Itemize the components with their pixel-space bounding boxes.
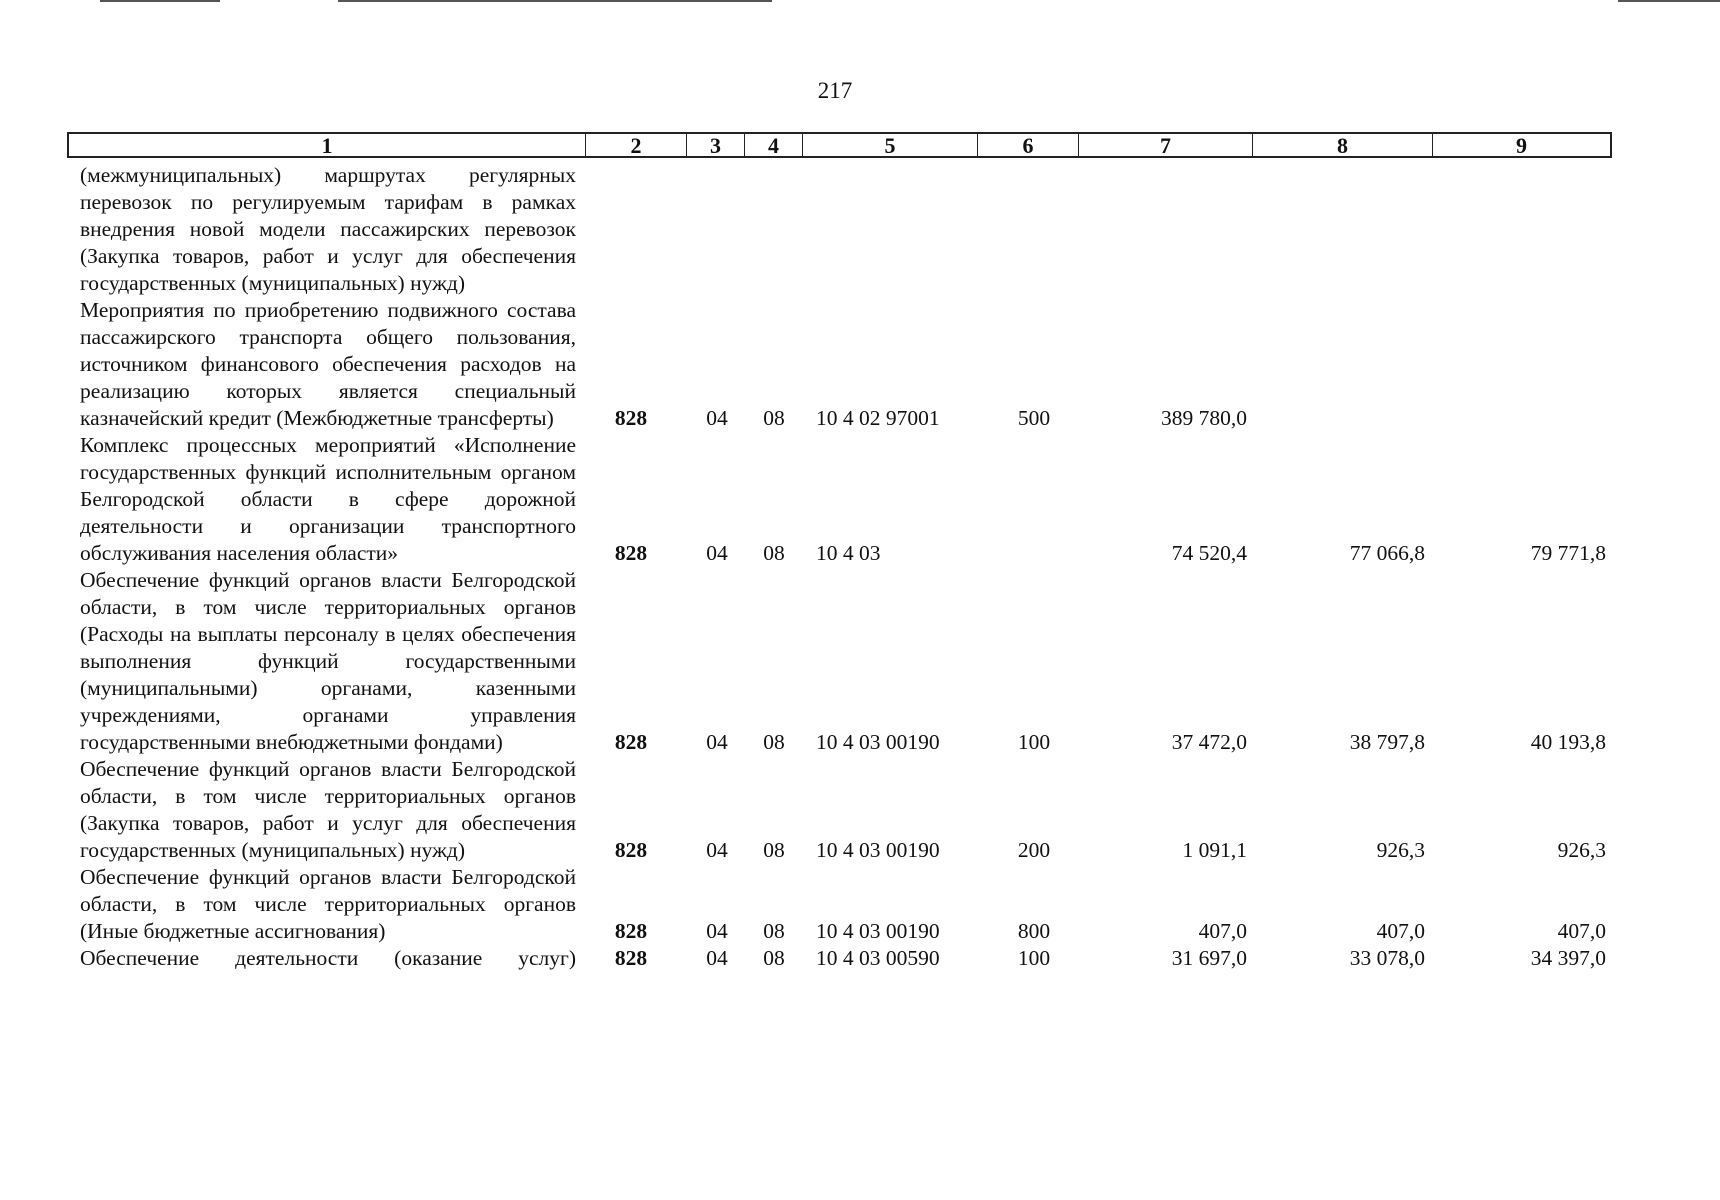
table-header	[67, 132, 1612, 158]
cell-col-8: 38 797,8	[1349, 730, 1425, 754]
cell-col-2: 828	[614, 541, 648, 565]
cell-col-4: 08	[763, 406, 785, 430]
cell-col-7: 389 780,0	[1161, 406, 1247, 430]
header-col-9: 9	[1516, 133, 1527, 158]
cell-col-6: 100	[1017, 730, 1051, 754]
table-body	[0, 162, 1720, 972]
cell-col-2: 828	[614, 919, 648, 943]
cell-col-9: 40 193,8	[1530, 730, 1606, 754]
cell-col-4: 08	[763, 541, 785, 565]
cell-col-5: 10 4 03 00590	[816, 946, 940, 970]
table-row	[0, 432, 1720, 567]
cell-col-2: 828	[614, 946, 648, 970]
cell-col-7: 74 520,4	[1171, 541, 1247, 565]
table-row	[0, 567, 1720, 756]
cell-col-5: 10 4 02 97001	[816, 406, 940, 430]
cell-col-3: 04	[706, 730, 728, 754]
cell-col-7: 31 697,0	[1171, 946, 1247, 970]
cell-col-8: 33 078,0	[1349, 946, 1425, 970]
cell-col-2: 828	[614, 730, 648, 754]
header-col-6: 6	[978, 134, 1079, 158]
cell-col-5: 10 4 03 00190	[816, 919, 940, 943]
cell-col-2: 828	[614, 406, 648, 430]
cell-col-4: 08	[763, 838, 785, 862]
cell-col-4: 08	[763, 730, 785, 754]
cell-col-6: 200	[1017, 838, 1051, 862]
cell-col-5: 10 4 03 00190	[816, 838, 940, 862]
cell-col-6: 100	[1017, 946, 1051, 970]
cell-col-8: 77 066,8	[1349, 541, 1425, 565]
table-row	[0, 756, 1720, 864]
header-col-2: 2	[586, 134, 687, 158]
cell-col-3: 04	[706, 541, 728, 565]
cell-col-9: 926,3	[1557, 838, 1606, 862]
cell-col-9: 79 771,8	[1530, 541, 1606, 565]
cell-col-3: 04	[706, 946, 728, 970]
cell-col-9: 34 397,0	[1530, 946, 1606, 970]
row-description: Обеспечение деятельности (оказание услуг)	[80, 946, 576, 970]
cell-col-5: 10 4 03 00190	[816, 730, 940, 754]
cell-col-3: 04	[706, 919, 728, 943]
header-col-4: 4	[745, 134, 803, 158]
cell-col-8: 407,0	[1376, 919, 1425, 943]
table-row	[0, 864, 1720, 945]
row-description: Обеспечение функций органов власти Белгородской области, в том числе территориальных органов (Иные бюджетные ассигнования)	[80, 865, 576, 943]
cell-col-6: 500	[1017, 406, 1051, 430]
row-description: Обеспечение функций органов власти Белгородской области, в том числе территориальных органов (Закупка товаров, работ и услуг для обеспечения государственных (муниципальных) нужд)	[80, 757, 576, 862]
cell-col-5: 10 4 03	[816, 541, 881, 565]
row-description: Мероприятия по приобретению подвижного состава пассажирского транспорта общего пользования, источником финансового обеспечения расходов на реализацию которых является специальный казначейский кредит (Межбюджетные трансферты)	[80, 298, 576, 430]
row-description: Обеспечение функций органов власти Белгородской области, в том числе территориальных органов (Расходы на выплаты персоналу в целях обеспечения выполнения функций государственными (муниципальными) органами, казенными учреждениями, органами управления государственными внебюджетными фондами)	[80, 568, 576, 754]
header-col-8: 8	[1253, 134, 1433, 158]
cell-col-2: 828	[614, 838, 648, 862]
header-col-3: 3	[687, 134, 745, 158]
header-col-7: 7	[1079, 134, 1253, 158]
scan-edge-line-center	[338, 0, 772, 2]
cell-col-4: 08	[763, 919, 785, 943]
cell-col-6: 800	[1017, 919, 1051, 943]
row-description: (межмуниципальных) маршрутах регулярных перевозок по регулируемым тарифам в рамках внедрения новой модели пассажирских перевозок (Закупка товаров, работ и услуг для обеспечения государственных (муниципальных) нужд)	[80, 163, 576, 295]
cell-col-7: 37 472,0	[1171, 730, 1247, 754]
cell-col-9: 407,0	[1557, 919, 1606, 943]
page-number: 217	[817, 78, 853, 103]
cell-col-4: 08	[763, 946, 785, 970]
header-col-5: 5	[803, 134, 978, 158]
cell-col-3: 04	[706, 406, 728, 430]
table-row	[0, 945, 1720, 972]
scan-edge-line-left	[100, 0, 220, 2]
cell-col-3: 04	[706, 838, 728, 862]
cell-col-7: 407,0	[1198, 919, 1247, 943]
scan-edge-line-right	[1618, 0, 1720, 2]
table-row	[0, 162, 1720, 297]
row-description: Комплекс процессных мероприятий «Исполнение государственных функций исполнительным органом Белгородской области в сфере дорожной деятельности и организации транспортного обслуживания населения области»	[80, 433, 576, 565]
header-col-1: 1	[69, 134, 586, 158]
cell-col-8: 926,3	[1376, 838, 1425, 862]
cell-col-7: 1 091,1	[1182, 838, 1247, 862]
table-row	[0, 297, 1720, 432]
